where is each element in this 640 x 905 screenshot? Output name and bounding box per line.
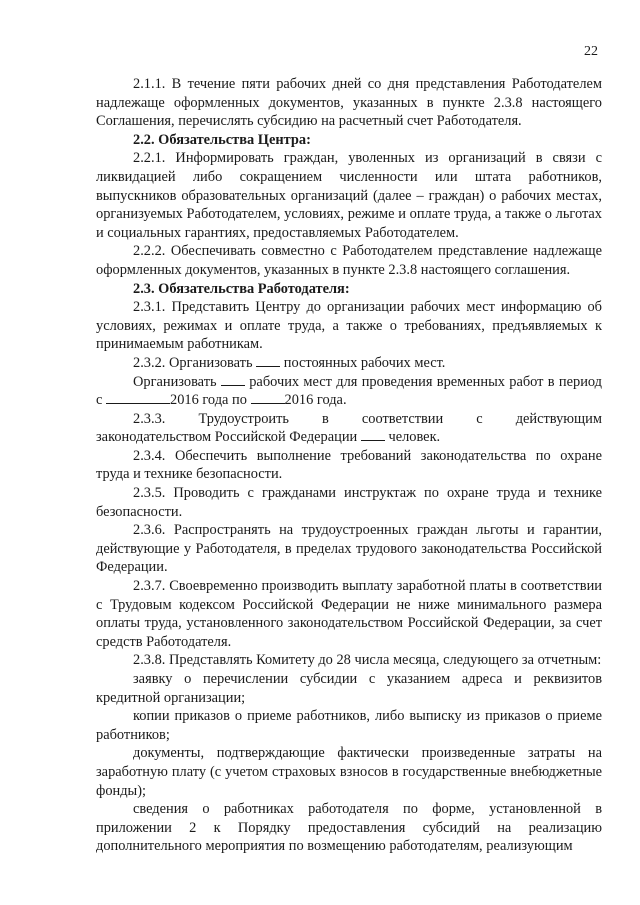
p233-word: с [476, 410, 483, 427]
p232c-text-d: 2016 года. [284, 392, 347, 409]
p233-text-b: законодательством Российской Федерации [96, 429, 358, 446]
paragraph-2-2-2: 2.2.2. Обеспечивать совместно с Работодателем представление надлежаще оформленных документов, указанных в пункте 2.3.8 настоящего соглашения. [96, 243, 602, 278]
page-number: 22 [584, 44, 598, 59]
p233-word: в [322, 410, 329, 427]
heading-2-3-text: 2.3. Обязательства Работодателя: [133, 280, 350, 297]
p233-word: 2.3.3. [133, 410, 166, 427]
p232-text-b: постоянных рабочих мест. [283, 354, 446, 371]
paragraph-2-3-3-line-1 [96, 410, 602, 429]
heading-2-2-text: 2.2. Обязательства Центра: [133, 131, 311, 148]
p232-text-a: 2.3.2. Организовать [133, 354, 253, 371]
blank-line [106, 391, 170, 404]
blank-line [256, 354, 280, 367]
p232c-text-c: 2016 года по [170, 392, 247, 409]
blank-line [361, 428, 385, 441]
p232c-text-b: рабочих мест для проведения временных работ в период с [96, 373, 602, 409]
blank-line [221, 373, 245, 386]
paragraph-2-3-8-item-2: копии приказов о приеме работников, либо выписку из приказов о приеме работников; [96, 708, 602, 743]
paragraph-2-3-8-item-4: сведения о работниках работодателя по форме, установленной в приложении 2 к Порядку предоставления субсидий на реализацию дополнительного мероприятия по возмещению работодателям, реализующим [96, 801, 602, 855]
paragraph-2-3-1: 2.3.1. Представить Центру до организации рабочих мест информацию об условиях, режимах и оплате труда, а также о требованиях, предъявляемых к принимаемым работникам. [96, 299, 602, 353]
p233-word: действующим [515, 410, 602, 427]
blank-line [251, 391, 285, 404]
paragraph-2-3-8-item-3: документы, подтверждающие фактически произведенные затраты на заработную плату (с учетом страховых взносов в государственные внебюджетные фонды); [96, 745, 602, 799]
paragraph-2-3-5: 2.3.5. Проводить с гражданами инструктаж по охране труда и технике безопасности. [96, 485, 602, 520]
section-heading-2-2 [96, 131, 602, 150]
paragraph-2-3-7: 2.3.7. Своевременно производить выплату заработной платы в соответствии с Трудовым кодексом Российской Федерации не ниже минимального размера оплаты труда, установленного законодательством Российской Федерации, за счет средств Работодателя. [96, 578, 602, 650]
p233-word: Трудоустроить [198, 410, 289, 427]
p233-text-c: человек. [388, 429, 441, 446]
document-body [96, 75, 602, 856]
paragraph-2-3-6: 2.3.6. Распространять на трудоустроенных граждан льготы и гарантии, действующие у Работодателя, в пределах трудового законодательства Российской Федерации. [96, 522, 602, 576]
paragraph-2-3-3-line-2 [96, 428, 602, 447]
paragraph-2-3-8-item-1: заявку о перечислении субсидии с указанием адреса и реквизитов кредитной организации; [96, 671, 602, 706]
paragraph-2-3-2 [96, 354, 602, 373]
paragraph-2-2-1: 2.2.1. Информировать граждан, уволенных из организаций в связи с ликвидацией либо сокращением численности или штата работников, выпускников образовательных организаций (далее – граждан) о рабочих местах, организуемых Работодателем, условиях, режиме и оплате труда, а также о льготах и социальных гарантиях, предоставляемых Работодателем. [96, 150, 602, 241]
p233-word: соответствии [361, 410, 444, 427]
section-heading-2-3 [96, 280, 602, 299]
paragraph-2-3-8: 2.3.8. Представлять Комитету до 28 числа месяца, следующего за отчетным: [133, 652, 602, 669]
paragraph-2-1-1: 2.1.1. В течение пяти рабочих дней со дня представления Работодателем надлежаще оформленных документов, указанных в пункте 2.3.8 настоящего Соглашения, перечислять субсидию на расчетный счет Работодателя. [96, 76, 602, 130]
paragraph-2-3-4: 2.3.4. Обеспечить выполнение требований законодательства по охране труда и технике безопасности. [96, 447, 602, 483]
paragraph-2-3-2-temporary [96, 373, 602, 410]
p232c-text-a: Организовать [133, 373, 217, 390]
